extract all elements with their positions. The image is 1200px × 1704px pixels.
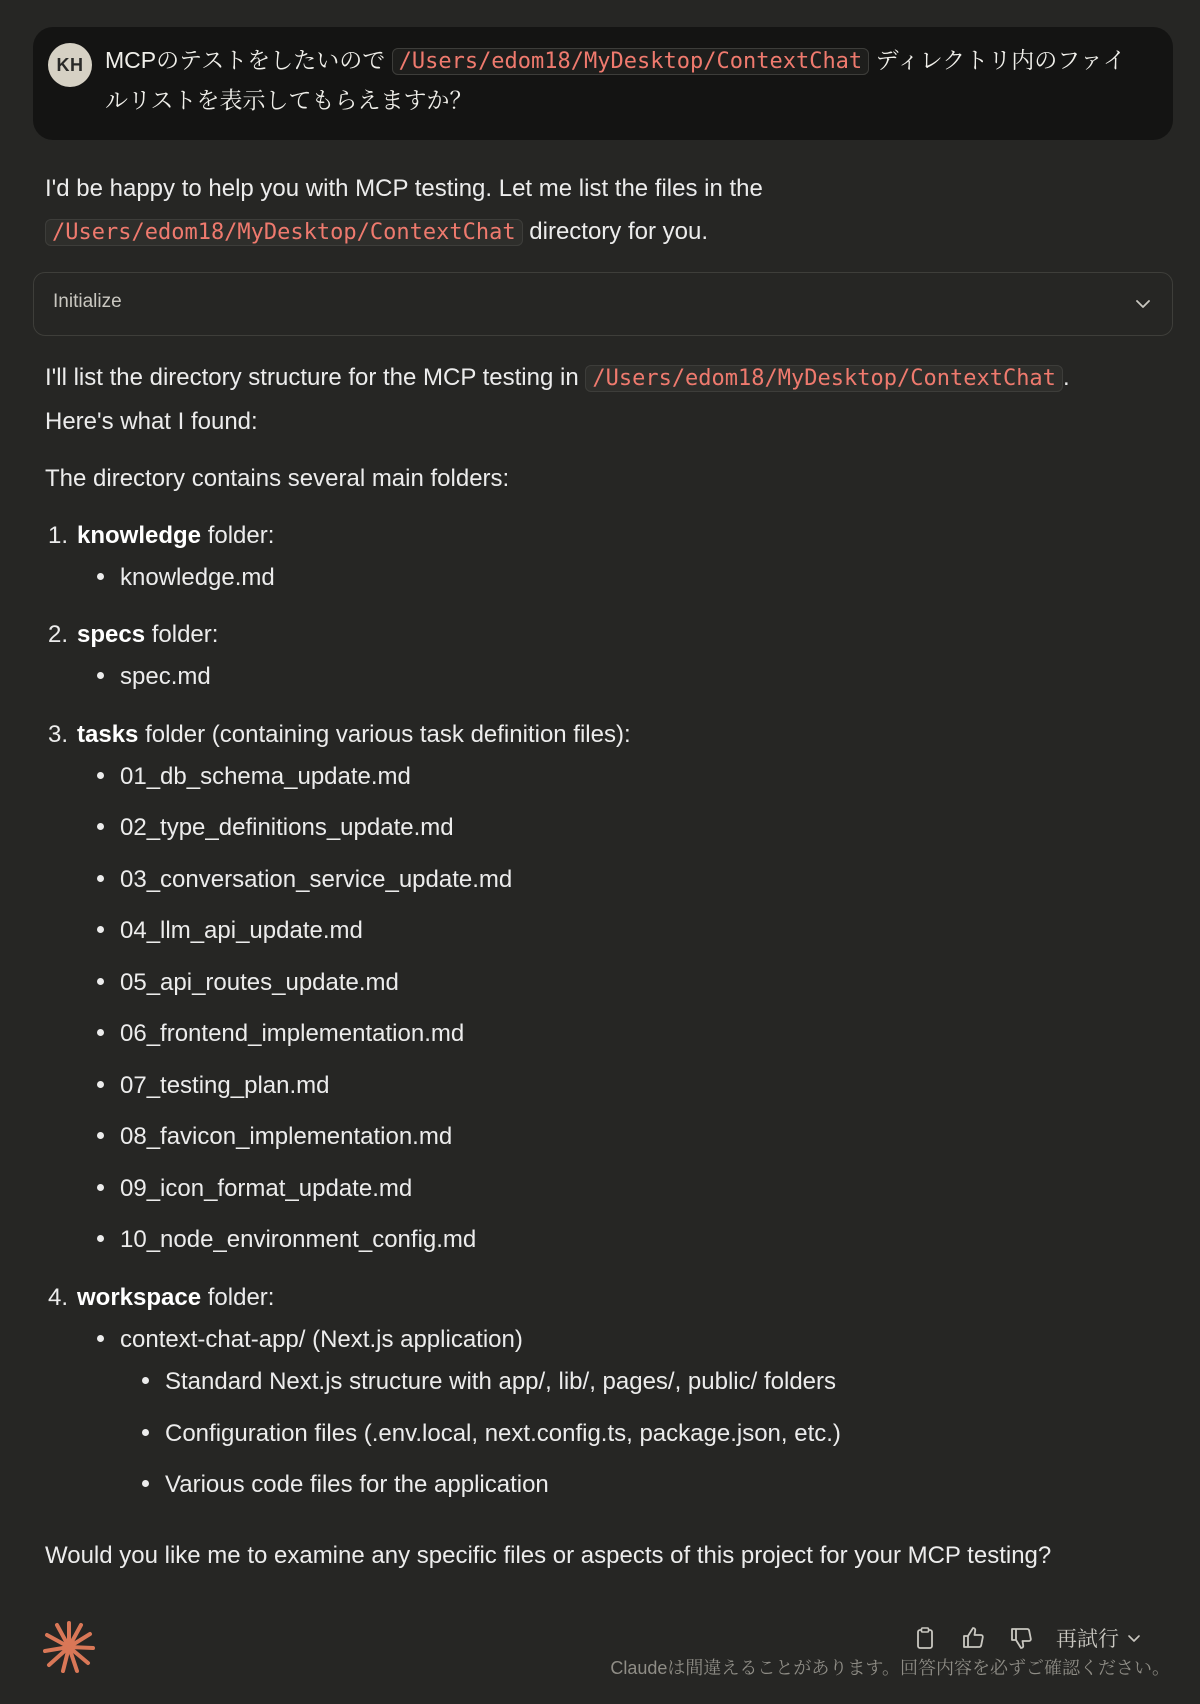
list-item: 07_testing_plan.md bbox=[97, 1072, 329, 1100]
list-item: knowledge.md bbox=[97, 564, 275, 592]
list-item: 09_icon_format_update.md bbox=[97, 1175, 412, 1203]
list-item: 01_db_schema_update.md bbox=[97, 763, 411, 791]
intro-line-1: I'd be happy to help you with MCP testing. Let me list the files in the bbox=[45, 175, 763, 202]
list-number: 1. bbox=[48, 522, 69, 549]
claude-logo-icon bbox=[42, 1620, 96, 1674]
list-number: 4. bbox=[48, 1284, 69, 1311]
list-item: 08_favicon_implementation.md bbox=[97, 1123, 452, 1151]
chevron-down-icon[interactable] bbox=[1134, 295, 1152, 313]
user-avatar[interactable]: KH bbox=[48, 43, 92, 87]
folder-item-tasks: tasks folder (containing various task definition files): bbox=[77, 721, 631, 748]
list-item: spec.md bbox=[97, 663, 211, 691]
closing-question: Would you like me to examine any specific files or aspects of this project for your MCP testing? bbox=[45, 1542, 1052, 1569]
contains-line: The directory contains several main folders: bbox=[45, 465, 510, 492]
tool-call-label: Initialize bbox=[53, 291, 122, 312]
thumbs-up-icon[interactable] bbox=[960, 1625, 986, 1651]
user-path-code: /Users/edom18/MyDesktop/ContextChat bbox=[392, 48, 870, 75]
list-number: 3. bbox=[48, 721, 69, 748]
list-item: 06_frontend_implementation.md bbox=[97, 1020, 464, 1048]
sub-list-item: Standard Next.js structure with app/, lib/, pages/, public/ folders bbox=[142, 1368, 836, 1396]
folder-item-workspace: workspace folder: bbox=[77, 1284, 275, 1311]
summary-line-1: I'll list the directory structure for the MCP testing in /Users/edom18/MyDesktop/ContextChat . bbox=[45, 364, 1070, 391]
summary-path-code: /Users/edom18/MyDesktop/ContextChat bbox=[585, 365, 1063, 392]
chevron-down-icon bbox=[1127, 1631, 1141, 1645]
sub-list-item: Various code files for the application bbox=[142, 1471, 549, 1499]
found-line: Here's what I found: bbox=[45, 408, 258, 435]
copy-icon[interactable] bbox=[912, 1625, 938, 1651]
folder-item-knowledge: knowledge folder: bbox=[77, 522, 275, 549]
message-actions bbox=[912, 1620, 1141, 1656]
retry-button[interactable] bbox=[1056, 1623, 1141, 1653]
thumbs-down-icon[interactable] bbox=[1008, 1625, 1034, 1651]
list-item: 05_api_routes_update.md bbox=[97, 969, 399, 997]
sub-list-item: Configuration files (.env.local, next.config.ts, package.json, etc.) bbox=[142, 1420, 841, 1448]
user-message-text: MCPのテストをしたいので /Users/edom18/MyDesktop/ContextChat ディレクトリ内のファイ ルリストを表示してもらえますか？ bbox=[105, 47, 1126, 113]
disclaimer-text: Claudeは間違えることがあります。回答内容を必ずご確認ください。 bbox=[610, 1658, 1170, 1678]
tool-call-block[interactable] bbox=[33, 272, 1173, 336]
intro-path-code: /Users/edom18/MyDesktop/ContextChat bbox=[45, 219, 523, 246]
list-item: context-chat-app/ (Next.js application) bbox=[97, 1326, 523, 1354]
user-message bbox=[33, 27, 1173, 140]
intro-line-2: /Users/edom18/MyDesktop/ContextChat directory for you. bbox=[45, 211, 708, 254]
folder-item-specs: specs folder: bbox=[77, 621, 219, 648]
list-item: 04_llm_api_update.md bbox=[97, 917, 363, 945]
list-item: 02_type_definitions_update.md bbox=[97, 814, 454, 842]
list-item: 03_conversation_service_update.md bbox=[97, 866, 512, 894]
retry-label: 再試行 bbox=[1056, 1628, 1119, 1651]
list-item: 10_node_environment_config.md bbox=[97, 1226, 476, 1254]
list-number: 2. bbox=[48, 621, 69, 648]
